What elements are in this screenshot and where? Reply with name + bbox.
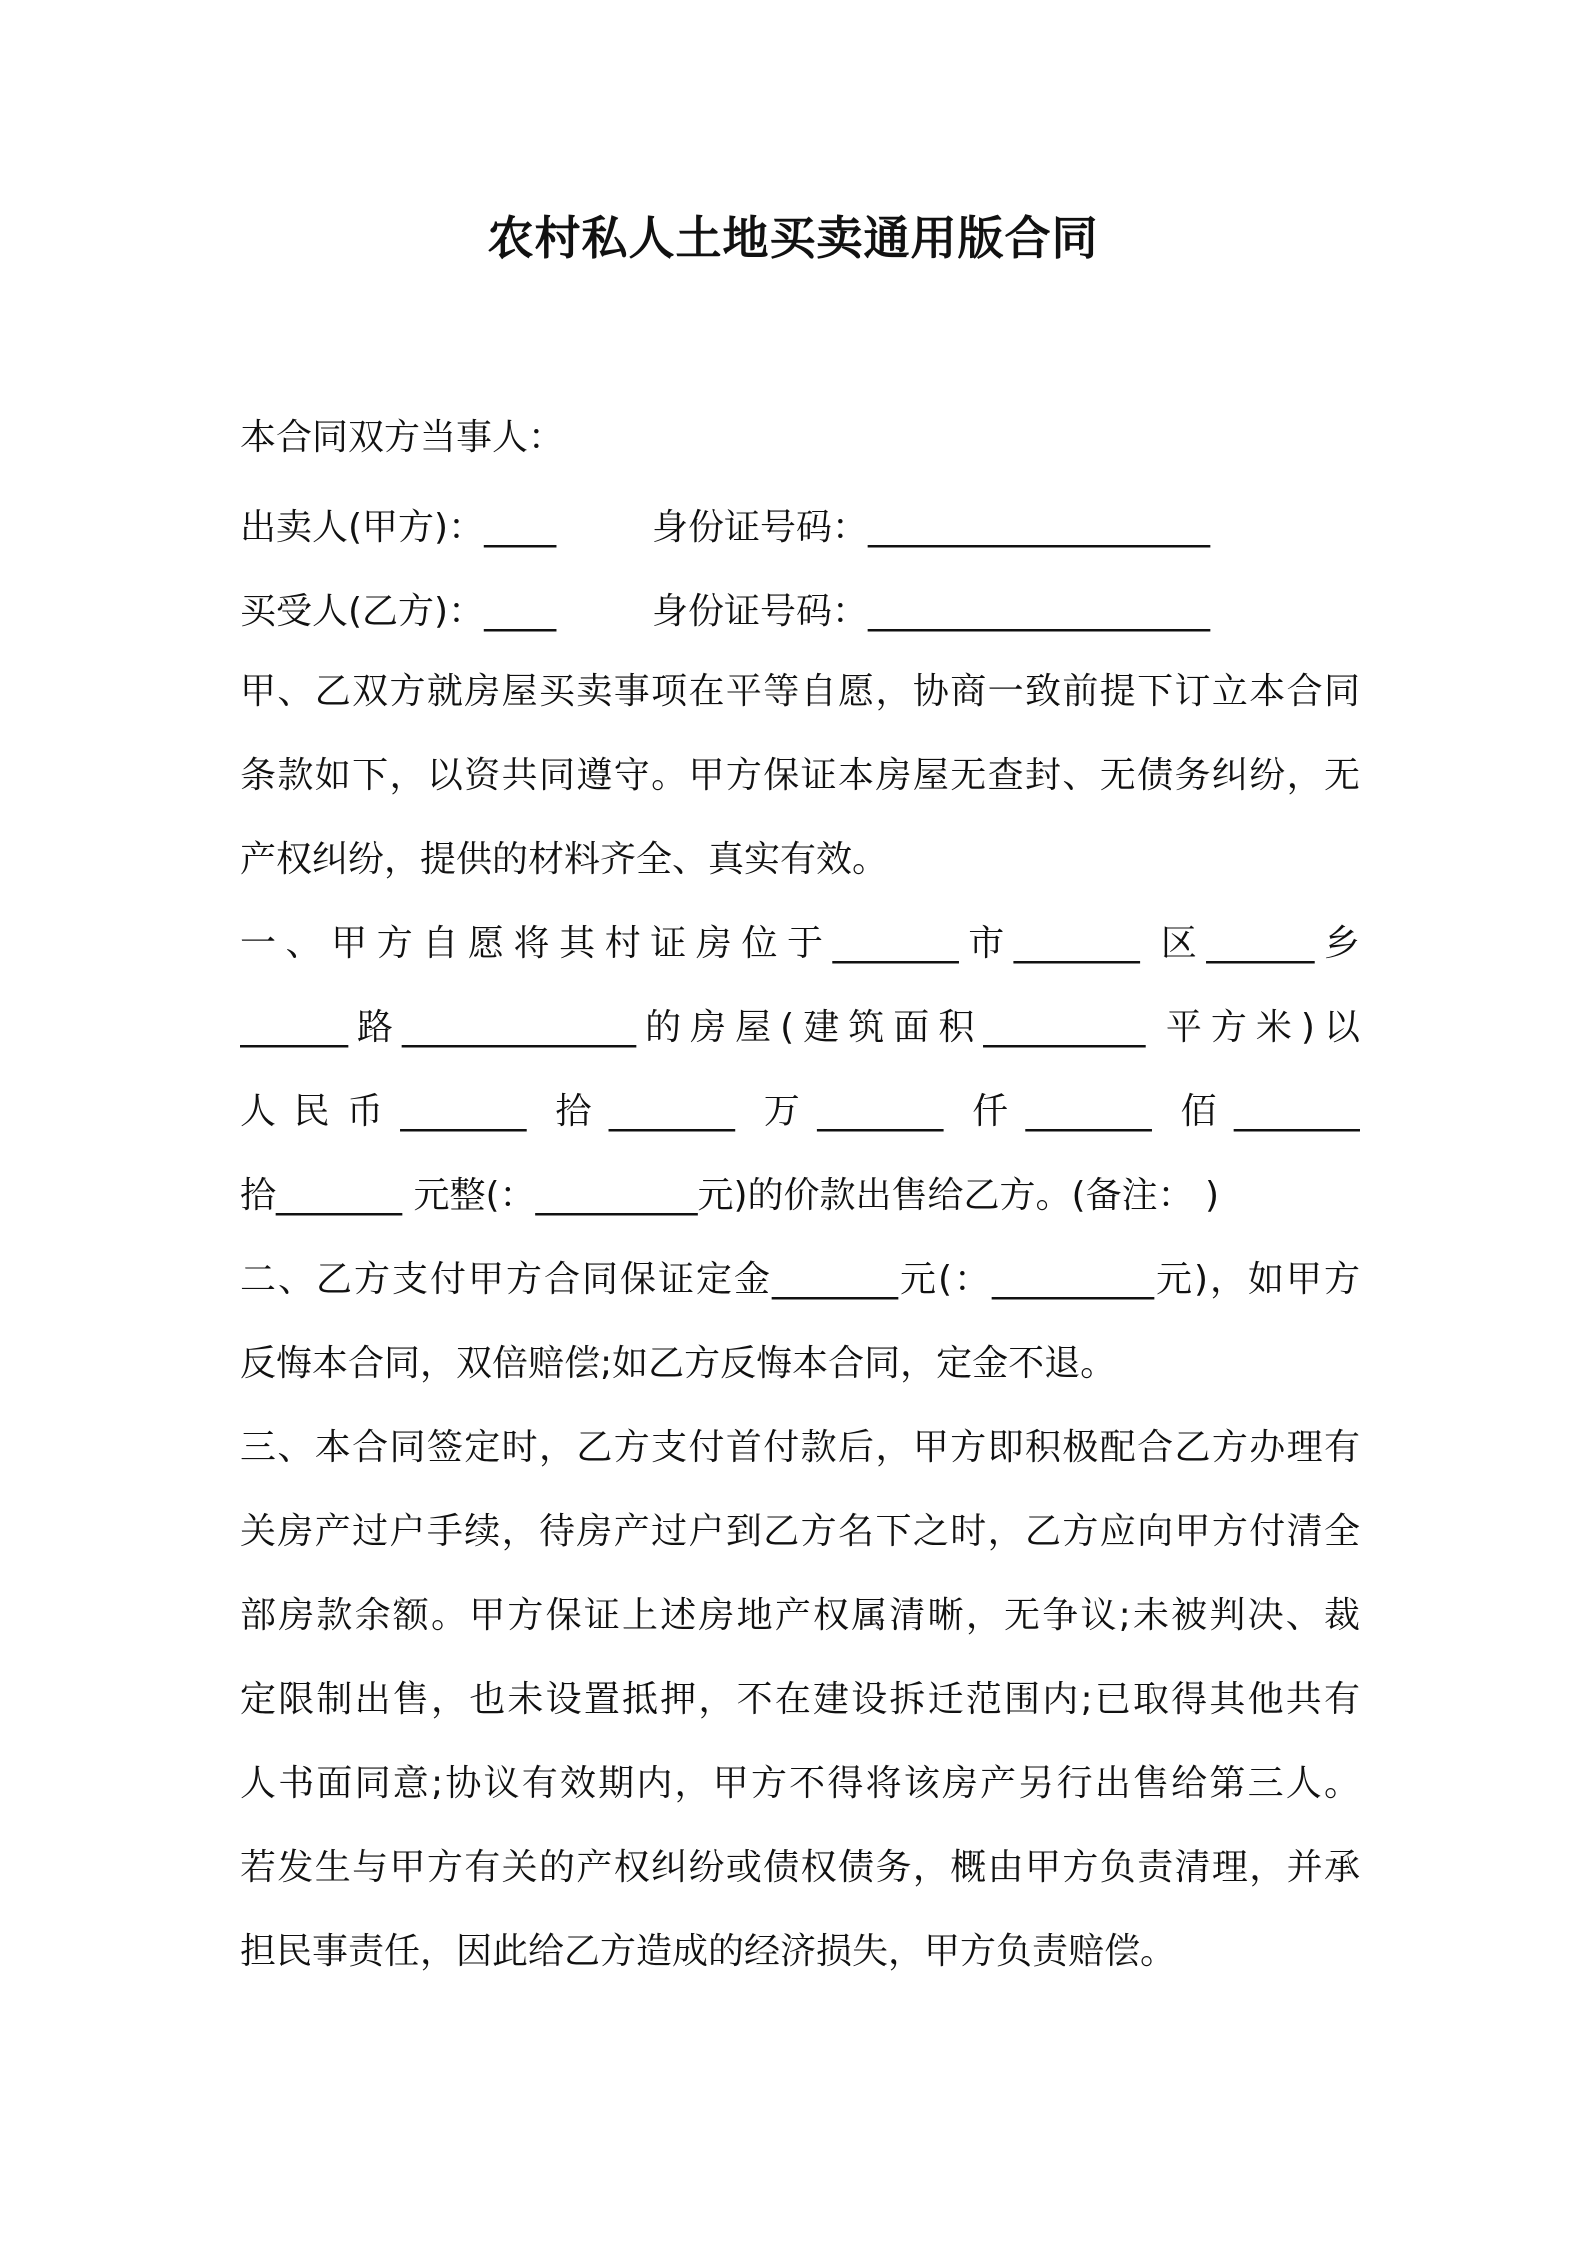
- parties-intro: 本合同双方当事人：: [240, 417, 565, 458]
- buyer-label: 买受人(乙方)：____: [240, 591, 557, 632]
- clause-three-line: 部房款余额。甲方保证上述房地产权属清晰，无争议;未被判决、裁: [240, 1595, 1360, 1636]
- clause-three-line: 定限制出售，也未设置抵押，不在建设拆迁范围内;已取得其他共有: [240, 1679, 1360, 1720]
- seller-row: [240, 500, 1360, 556]
- body-line: 条款如下，以资共同遵守。甲方保证本房屋无查封、无债务纠纷，无: [240, 755, 1360, 796]
- clause-two-line: 反悔本合同，双倍赔偿;如乙方反悔本合同，定金不退。: [240, 1343, 1117, 1384]
- clause-one-line: 人民币_______ 拾_______ 万_______ 仟_______ 佰_______: [240, 1091, 1360, 1132]
- buyer-row: [240, 584, 1360, 640]
- clause-three-line: 人书面同意;协议有效期内，甲方不得将该房产另行出售给第三人。: [240, 1763, 1360, 1804]
- document-title: 农村私人土地买卖通用版合同: [487, 211, 1099, 265]
- seller-id-label: 身份证号码：___________________: [652, 507, 1211, 548]
- body-line: 甲、乙双方就房屋买卖事项在平等自愿，协商一致前提下订立本合同: [240, 671, 1360, 712]
- body-line: 产权纠纷，提供的材料齐全、真实有效。: [240, 839, 889, 880]
- seller-label: 出卖人(甲方)：____: [240, 507, 557, 548]
- clause-three-line: 担民事责任，因此给乙方造成的经济损失，甲方负责赔偿。: [240, 1931, 1177, 1972]
- clause-three-line: 若发生与甲方有关的产权纠纷或债权债务，概由甲方负责清理，并承: [240, 1847, 1360, 1888]
- clause-one-line: 拾_______ 元整(：_________元)的价款出售给乙方。(备注： ): [240, 1175, 1220, 1216]
- clause-one-line: 一、甲方自愿将其村证房位于_______市_______ 区______乡: [240, 923, 1360, 964]
- clause-one-line: ______路_____________的房屋(建筑面积_________ 平方米)以: [240, 1007, 1360, 1048]
- buyer-id-label: 身份证号码：___________________: [652, 591, 1211, 632]
- clause-three-line: 三、本合同签定时，乙方支付首付款后，甲方即积极配合乙方办理有: [240, 1427, 1360, 1468]
- clause-three-line: 关房产过户手续，待房产过户到乙方名下之时，乙方应向甲方付清全: [240, 1511, 1360, 1552]
- clause-two-line: 二、乙方支付甲方合同保证定金_______元(：_________元)，如甲方: [240, 1259, 1360, 1300]
